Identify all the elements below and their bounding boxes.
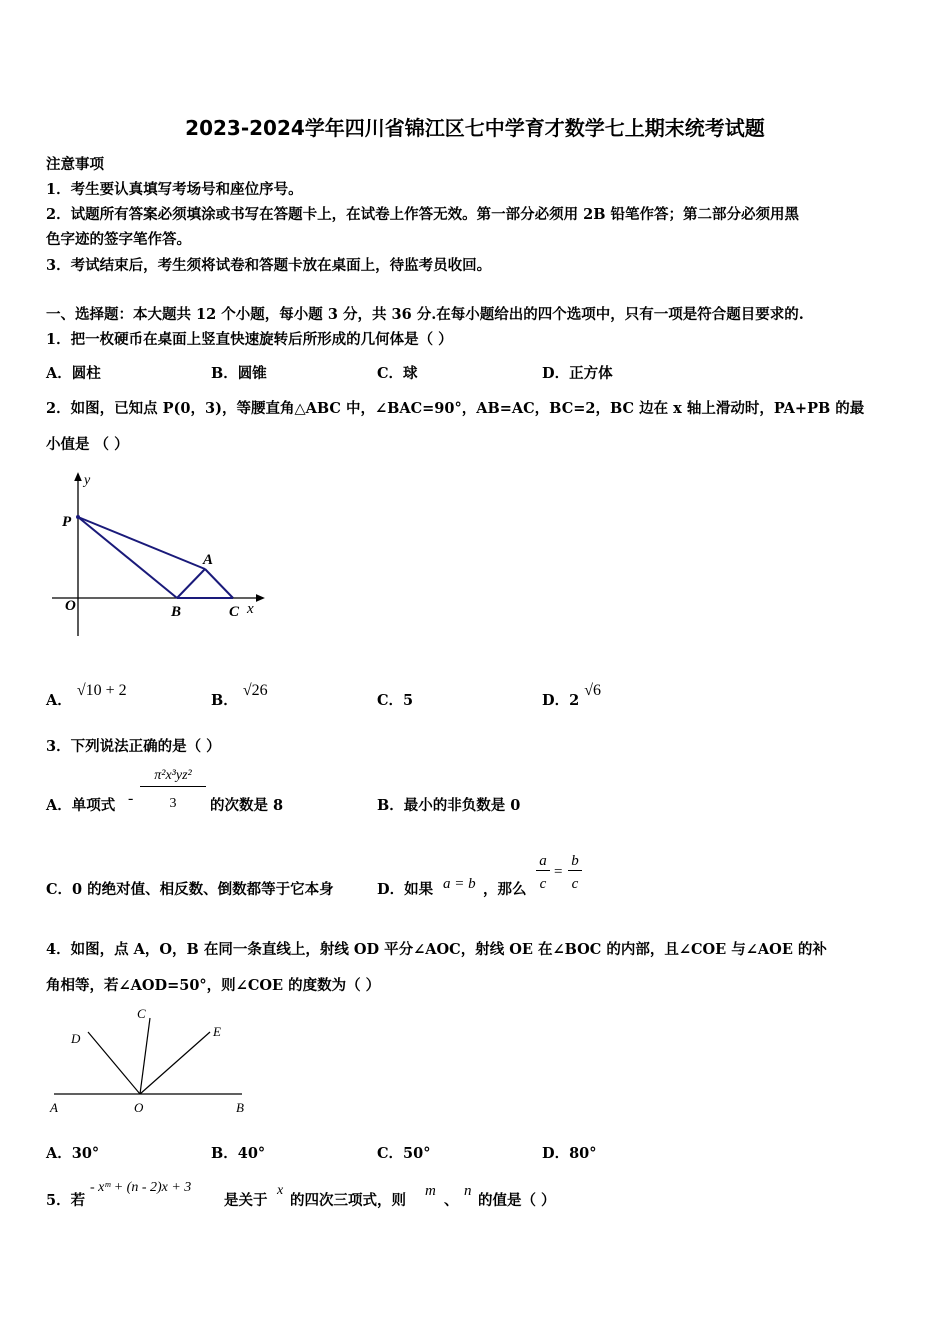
label-a: A xyxy=(203,552,214,568)
q2-option-a-label: A． xyxy=(46,692,72,709)
label-b: B xyxy=(236,1100,244,1115)
q3-option-c[interactable]: C．0 的绝对值、相反数、倒数都等于它本身 xyxy=(46,881,334,898)
q3-option-d-frac2-num: b xyxy=(568,853,582,871)
notice-item-2: 2．试题所有答案必须填涂或书写在答题卡上，在试卷上作答无效。第一部分必须用 2B 铅笔作答；第二部分必须用黑 xyxy=(46,206,800,223)
q3-option-b[interactable]: B．最小的非负数是 0 xyxy=(377,797,521,814)
q1-option-c[interactable]: C．球 xyxy=(377,365,418,382)
q3-option-a-denominator: 3 xyxy=(169,796,177,811)
label-o: O xyxy=(134,1100,144,1115)
segment-ac xyxy=(205,569,233,598)
q3-option-a-label[interactable]: A．单项式 xyxy=(46,797,116,814)
q2-option-b-value: √26 xyxy=(242,682,268,699)
notice-item-1: 1．考生要认真填写考场号和座位序号。 xyxy=(46,181,303,198)
q4-stem: 4．如图，点 A，O，B 在同一条直线上，射线 OD 平分∠AOC，射线 OE 在∠BOC 的内部，且∠COE 与∠AOE 的补 xyxy=(46,941,827,958)
ray-oc xyxy=(140,1018,150,1094)
q2-figure xyxy=(46,468,276,643)
notice-item-2-cont: 色字迹的签字笔作答。 xyxy=(46,231,191,248)
label-p: P xyxy=(62,514,72,530)
q5-prefix: 5．若 xyxy=(46,1192,86,1209)
q5-var-n: n xyxy=(464,1183,472,1199)
label-e: E xyxy=(213,1024,221,1039)
q5-expression: - xᵐ + (n - 2)x + 3 xyxy=(90,1180,192,1195)
q2-option-c[interactable]: C．5 xyxy=(377,692,414,709)
q1-stem: 1．把一枚硬币在桌面上竖直快速旋转后所形成的几何体是（ ） xyxy=(46,331,453,348)
q2-option-a[interactable] xyxy=(46,682,127,710)
q2-option-d-label: D．2 xyxy=(542,692,580,709)
label-c: C xyxy=(137,1006,146,1021)
label-b: B xyxy=(171,604,182,620)
q2-option-b[interactable] xyxy=(211,682,268,710)
q5-tail: 的值是（ ） xyxy=(478,1192,556,1209)
q3-option-d-equation: a = b xyxy=(443,876,476,892)
q2-option-d-value: √6 xyxy=(584,682,602,699)
q5-mid2: 的四次三项式，则 xyxy=(290,1192,406,1209)
label-y: y xyxy=(84,473,91,488)
q4-option-a[interactable]: A．30° xyxy=(46,1145,100,1162)
q4-stem-cont: 角相等，若∠AOD=50°，则∠COE 的度数为（ ） xyxy=(46,977,381,994)
point-p xyxy=(76,515,80,519)
segment-ba xyxy=(177,569,205,598)
label-c: C xyxy=(229,604,240,620)
q3-stem: 3．下列说法正确的是（ ） xyxy=(46,738,221,755)
q1-option-a[interactable]: A．圆柱 xyxy=(46,365,101,382)
label-x: x xyxy=(247,601,254,617)
q2-option-d[interactable] xyxy=(542,682,602,710)
label-o: O xyxy=(65,598,76,614)
segment-pa xyxy=(78,517,205,569)
ray-od xyxy=(88,1032,140,1094)
q1-option-b[interactable]: B．圆锥 xyxy=(211,365,267,382)
q2-option-b-label: B． xyxy=(211,692,238,709)
q3-option-d-frac1-den: c xyxy=(539,876,547,892)
q3-option-d-frac2-den: c xyxy=(571,876,579,892)
q3-option-d-equals: = xyxy=(554,864,563,880)
q4-option-b[interactable]: B．40° xyxy=(211,1145,266,1162)
page-title: 2023-2024学年四川省锦江区七中学育才数学七上期末统考试题 xyxy=(185,116,765,140)
q5-mid: 是关于 xyxy=(224,1192,268,1209)
label-a: A xyxy=(50,1100,58,1115)
q4-figure xyxy=(46,1002,256,1120)
q3-option-a-numerator: π²x³yz² xyxy=(140,768,206,787)
q3-option-a-tail: 的次数是 8 xyxy=(210,797,284,814)
segment-pb xyxy=(78,517,177,598)
q4-option-c[interactable]: C．50° xyxy=(377,1145,431,1162)
q3-option-d-mid: ，那么 xyxy=(483,881,527,898)
q5-var-m: m xyxy=(425,1183,436,1199)
q3-option-d-frac1-num: a xyxy=(536,853,550,871)
q3-option-d-label[interactable]: D．如果 xyxy=(377,881,434,898)
q2-option-a-value: √10 + 2 xyxy=(76,682,127,699)
q2-stem-cont: 小值是 （ ） xyxy=(46,436,129,453)
q4-option-d[interactable]: D．80° xyxy=(542,1145,597,1162)
q2-stem: 2．如图，已知点 P(0，3)，等腰直角△ABC 中，∠BAC=90°，AB=AC，BC=2，BC 边在 x 轴上滑动时，PA+PB 的最 xyxy=(46,400,865,417)
section-heading: 一、选择题：本大题共 12 个小题，每小题 3 分，共 36 分.在每小题给出的四个选项中，只有一项是符合题目要求的. xyxy=(46,306,804,323)
q3-option-a-minus: - xyxy=(128,790,134,807)
q5-var-x: x xyxy=(277,1183,284,1198)
q5-separator: 、 xyxy=(444,1192,459,1209)
notice-item-3: 3．考试结束后，考生须将试卷和答题卡放在桌面上，待监考员收回。 xyxy=(46,257,492,274)
label-d: D xyxy=(71,1031,81,1046)
notice-heading: 注意事项 xyxy=(46,156,104,173)
q1-option-d[interactable]: D．正方体 xyxy=(542,365,613,382)
ray-oe xyxy=(140,1032,210,1094)
